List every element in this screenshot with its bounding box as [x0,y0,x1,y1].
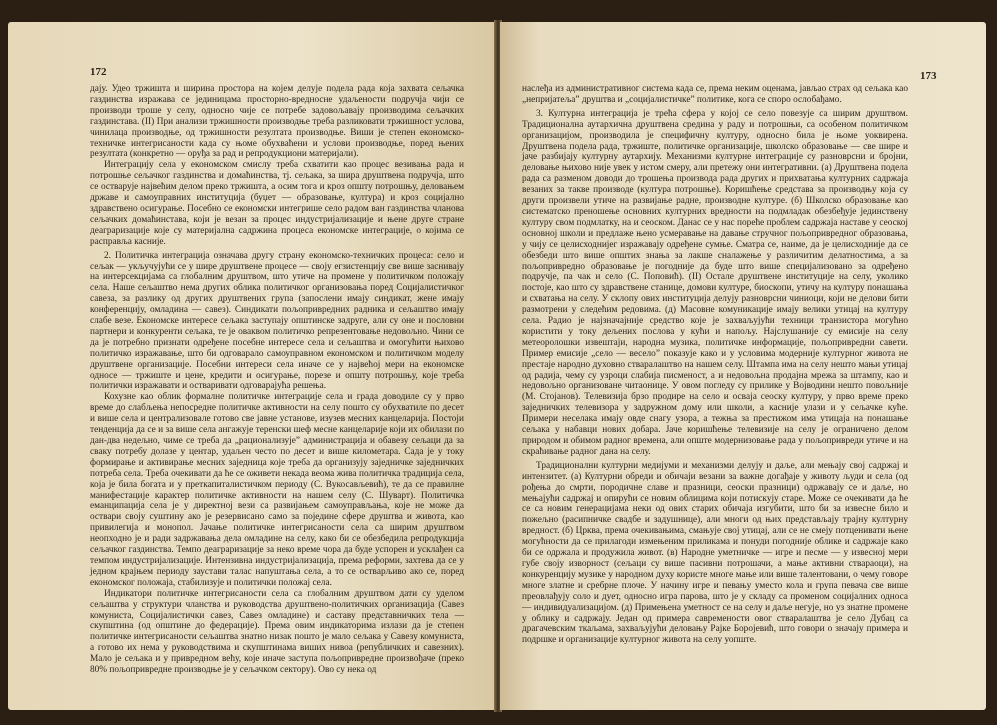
left-page-text [90,84,464,684]
page-number-right: 173 [920,70,937,82]
paragraph: дају. Удео тржишта и ширина простора на којем делује подела рада која захвата сељачка газдинства изражава се јединицама просторно-вредносне удаљености подручја чији се производи троше у селу, односно чије се потребе задовољавају производима сељачких газдинстава. (II) При анализи тржишности производње треба разликовати тржишност услова, чинилаца производње, од тржишности резултата производње. Виши је степен економско-техничке интегрисаности када су њоме обухваћени и услови производње, поред њених резултата (конкретно — оруђа за рад и репродукциони материјали). [90,84,464,160]
paragraph: Кохузне као облик формалне политичке интеграције села и града доводиле су у прво време до слабљења непосредне политичке активности на селу пошто су обухватиле по десет и више села и централизовале готово све јавне установе, изузев месних канцеларија. Постоји тенденција да се и за више села ангажује теренски шеф месне канцеларије који их обилази по дан-два недељно, чиме се треба да „рационализује” администрација и обавезу сељаци да за свaку потребу долазе у центар, удаљен често по десет и више километара. Сада је у току формирање и активирање месних заједница које треба да организују заједничке заједничких потреба села. Треба очекивати да ће се оживети некада веома жива политичка традиција села, која је била богата и у преткапиталистичком периоду (С. Вукосављевић), те да се правилне манифестације карактер политичке активности на нашем селу (С. Шуварт). Политичка еманципација села је у директној вези са развијањем самоуправљања, које не може да оствари своју суштину ако је резервисано само за поједине сфере друштва и живота, као привилегија и монопол. Јачање политичке интегрисаности села са ширим друштвом неопходно је и ради задржавања дела омладине на селу, како би се обезбедила репродукција сељачког газдинства. Темпо деаграризације за неко време чора да буде успорен и усклађен са темпом индустријализације. Интензивна индустријализација, према реформи, захтева да се у једном крајњем периоду заустави талас напуштања села, а то се остварљиво ако се, поред економског положаја, стабилизује и политички положај села. [90,392,464,588]
page-number-left: 172 [90,66,107,78]
paragraph: Традиционални културни медијуми и механизми делују и даље, али мењају свој садржај и интензитет. (а) Културни обреди и обичаји везани за важне догађаје у животу људи и села (од рођења до смрти, породичне славе и празници, сеоски празници) одржавају се и даље, но мењајући садржај и опирући се новим облицима који потискују старе. Може се очекивати да ће се са новим генерацијама неки од ових старих обичаја изгубити, што би за извесне било и пожељно (расипничке свадбе и задушнице), али многи од њих представљају трајну културну вредност. (б) Црква, према очекивањима, смањује свој утицај, али се не смеју потценивати њене могућности да се прилагоди измењеним приликама и понуди погодније облике и садржаје како би се одржала и продужила живот. (в) Народне уметничке — игре и песме — у извесној мери губе своју изворност (сељаци су више пасивни потрошачи, а мање активни ствараоци), на конкуренцију музике у народном духу користе многе мање или више талентовани, о чему говоре многе златне и сребрне плоче. У начину игре и певању уместо кола и група певача све више преовлађују соло и дует, односно игра парова, што је у складу са променом социјалних односа — индивидуализацијом. (д) Примењена уметност се на селу и даље негује, но уз знатне промене у облику и садржају. Један од примера савремености овог стваралаштва је село Дубац са драгачевским ткаљама, захваљујући деловању Рајке Боројевић, што говори о значају примера и подршке и организације културног живота на селу уопште. [522,460,908,646]
paragraph: 2. Политичка интеграција означава другу страну економско-техничких процеса: село и сељак — укључујући се у шире друштвене процесе — своју егзистенцију све више заснивају на интерсекцијама са глобалним друштвом, што утиче на промене у политичком положају села. Наше сељаштво нема других облика политичког организовања поред Социјалистичког савеза, за разлику од других друштвених група (запослени имају синдикат, жене имају конференцију, омладина — савез). Синдикати пољопривредних радника и сељаштво имају слабе везе. Економске интересе сељака заступају општинске задруге, али су оне и пословни партнери и конкуренти сељака, те је оваквом политичко репрезентовање недовољно. Чини се да је потребно признати одређене посебне интересе села и сељаштва и омогућити њихово политичко изражавање, што би одговарало самоуправном економском и политичком моделу друштвене организације. Посебни интереси села иначе се у највећој мери на економске односе — тржиште и цене, кредити и осигурање, порезе и општу потрошњу, које треба политички изражавати и остваривати одговарајућа решења. [90,250,464,392]
paragraph: 3. Културна интеграција је трећа сфера у којој се село повезује са ширим друштвом. Традиционална аутархична друштвена средина у раду и потрошњи, са особеном политичком организацијом, производила је специфичну културу, односно била је њоме уоквирена. Друштвена подела рада, тржиште, политичке организације, школско образовање — све шире и јаче разбијају културну аутархију. Механизми културне интеграције су разноврсни и бројни, деловање њихово није увек у истом смеру, али претежу они интегративни. (а) Друштвена подела рада са разменом доводи до трошења производа рада других и прихватања културних садржаја везаних за такве производе (култура потрошње). Коришћење средстава за производњу која су други произвели утиче на развијање радне, производне културе. (б) Школско образовање као систематско преношење основних културних вредности на подмладак обезбеђује јединствену културу свом подмлатку, на и сеоском. Данас се у нас пореће проблем садржаја наставе у сеоској основној школи и предлаже њено усмеравање на давање стручног пољопривредног образовања, у чију се целисходнијег изражавају одређене сумње. Сматра се, наиме, да је целисходније да се обезбеди што више општих знања за лакше сналажење у различитим делатностима, а за пољопривредно образовање је погодније да буде што више специјализовано за одређено подручје, па чак и село (С. Поповић). (II) Остале друштвене институције на селу, уколико постоје, као што су здравствене станице, домови културе, биоскопи, утичу на културу понашања и схватања на селу. У склопу ових институција делују разноврсни чиниоци, који не делови бити размотрени у следећим редовима. (д) Масовне комуникације имају велики утицај на културу села. Радио је најзначајније средство које је захваљујући техници транзистора могућно користити у току дељених послова у кући и напољу. Најслушаније су емисије на селу метеоролошки извештаји, народна музика, политичке информације, пољопривредни савети. Пример емисије „село — весело” показује како и у условима модерније културног живота не престаје народно духовно стваралаштво на нашем селу. Штампа има на селу нешто мањи утицај од радија, чему су узроци слабија писменост, а и недовољна продајна мрежа за штампу, као и недовољно организоване читаонице. У овом погледу су прилике у Војводини нешто повољније (М. Стојанов). Телевизија брзо продире на село и освaја сеоску културу, у прво време преко заједничких телевизора у задружном дому или школи, а касније улази и у сељачке куће. Примери неселака имају овде снагу узора, а тежња за престижом има утицаја на понашање сељака у набавци нових добара. Јаче коришћење телевизије на селу је ограничено делом природом и обимом радног времена, али опште модернизовање рада у пољопривреди утиче и на скраћивање радног дана на селу. [522,108,908,457]
right-page [500,22,986,710]
right-page-text [522,84,908,684]
paragraph: Индикатори политичке интегрисаности села са глобалним друштвом дати су уделом сељаштва у структури чланства и руководства друштвено-политичких организација (Савез комуниста, Социјалистички савез, Савез омладине) и саставу представничких тела — скупштина (од општине до федерације). Према овим индикаторима излази да је степен политичке интегрисаности сељаштва знатно низак пошто је мало сељака у Савезу комуниста, а готово их нема у руководствима и скупштинама виших нивоа (републичких и савезних). Мало је сељака и у привредном већу, које иначе заступа пољопривредне произвођаче (преко 80% пољопривредне производње је у сељачком сектору). Ово су нека од [90,588,464,676]
paragraph: наслеђа из административног система када се, према неким оценама, јављао страх од сељака као „непријатеља” друштва и „социјалистичке” политике, кога се споро ослобађамо. [522,84,908,105]
paragraph: Интеграцију села у економском смислу треба схватити као процес везивања рада и потрошње сељачког газдинства и домаћинства, тј. сељака, за шира друштвена подручја, што се остварује највећим делом преко тржишта, а осим тога и кроз општу потрошњу, деловањем државе и самоуправних институција (буџет — образовање, култура) и кроз социјално здравствено осигурање. Посебно се економски интегрише село радом ван газдинства чланова сељачких домаћинстава, који је везан за процес индустријализације и њене друге стране деаграризације које су материјална садржина процеса економске интеграције, о којима се расправља касније. [90,160,464,247]
left-page [8,22,496,710]
